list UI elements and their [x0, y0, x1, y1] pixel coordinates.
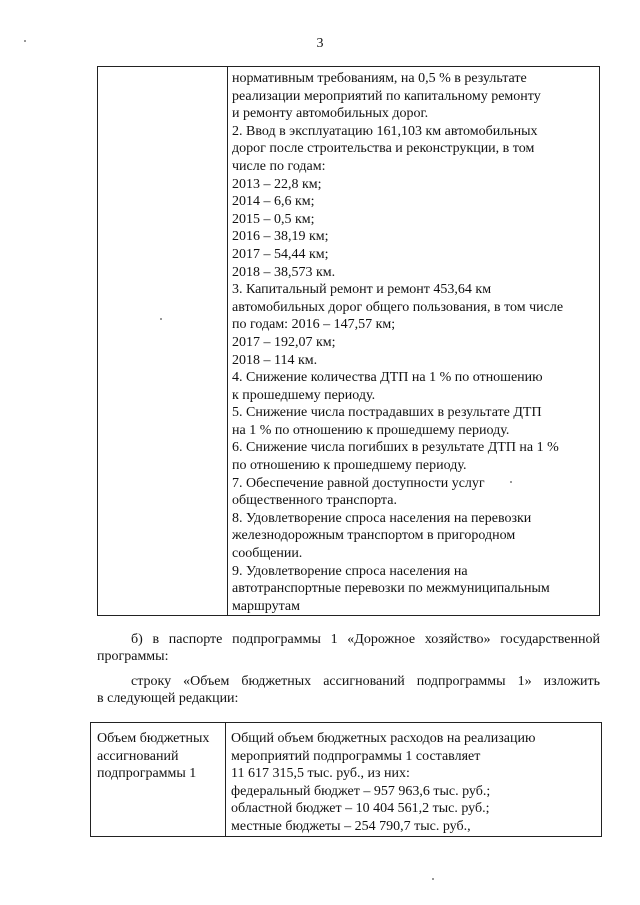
budget-label-line: подпрограммы 1 [97, 766, 197, 782]
table-line: 4. Снижение количества ДТП на 1 % по отношению [232, 370, 543, 386]
table-line: общественного транспорта. [232, 493, 397, 509]
table-line: автотранспортные перевозки по межмуниципальным [232, 581, 550, 597]
table-line: 6. Снижение числа погибших в результате ДТП на 1 % [232, 440, 559, 456]
table-line: по отношению к прошедшему периоду. [232, 458, 467, 474]
continuation-table [97, 66, 600, 616]
expected-results-cell [232, 70, 595, 615]
table-line: 2017 – 192,07 км; [232, 334, 336, 350]
table-column-divider [225, 723, 226, 836]
budget-value-line: мероприятий подпрограммы 1 составляет [231, 748, 481, 764]
paragraph-b-line-1: б) в паспорте подпрограммы 1 «Дорожное хозяйство» государственной [131, 632, 600, 647]
table-line: автомобильных дорог общего пользования, в том числе [232, 299, 564, 315]
table-line: 9. Удовлетворение спроса населения на [232, 563, 468, 579]
table-line: 3. Капитальный ремонт и ремонт 453,64 км [232, 282, 492, 298]
budget-table-value-cell [231, 730, 597, 836]
table-line: маршрутам [232, 598, 300, 614]
table-line: 2018 – 114 км. [232, 352, 318, 368]
paragraph-c [97, 673, 600, 707]
paragraph-b [97, 631, 600, 665]
table-line: 2015 – 0,5 км; [232, 211, 315, 227]
budget-value-line: 11 617 315,5 тыс. руб., из них: [231, 766, 410, 782]
budget-table-label-cell [97, 730, 223, 783]
table-line: на 1 % по отношению к прошедшему периоду. [232, 422, 510, 438]
paragraph-b-line-2: программы: [97, 649, 169, 664]
table-line: нормативным требованиям, на 0,5 % в результате [232, 71, 527, 86]
budget-value-line: областной бюджет – 10 404 561,2 тыс. руб.; [231, 801, 490, 817]
table-line: и ремонту автомобильных дорог. [232, 106, 429, 122]
table-line: 5. Снижение числа пострадавших в результате ДТП [232, 405, 542, 421]
table-line: сообщении. [232, 546, 303, 562]
table-line: к прошедшему периоду. [232, 387, 376, 403]
table-line: 7. Обеспечение равной доступности услуг [232, 475, 485, 491]
table-line: железнодорожным транспортом в пригородном [232, 528, 516, 544]
table-line: дорог после строительства и реконструкции, в том [232, 141, 535, 157]
budget-value-line: Общий объем бюджетных расходов на реализацию [231, 731, 536, 746]
table-line: числе по годам: [232, 158, 326, 174]
paragraph-c-line-2: в следующей редакции: [97, 691, 239, 706]
table-line: 2013 – 22,8 км; [232, 176, 322, 192]
budget-table [90, 722, 602, 837]
table-line: реализации мероприятий по капитальному ремонту [232, 88, 541, 104]
table-line: 2017 – 54,44 км; [232, 246, 329, 262]
table-column-divider [227, 67, 228, 615]
table-line: 2018 – 38,573 км. [232, 264, 336, 280]
table-line: по годам: 2016 – 147,57 км; [232, 317, 396, 333]
table-line: 8. Удовлетворение спроса населения на перевозки [232, 510, 532, 526]
table-line: 2016 – 38,19 км; [232, 229, 329, 245]
budget-value-line: федеральный бюджет – 957 963,6 тыс. руб.; [231, 783, 491, 799]
scan-speck [24, 40, 26, 42]
budget-label-line: ассигнований [97, 748, 179, 764]
table-line: 2014 – 6,6 км; [232, 194, 315, 210]
paragraph-c-line-1: строку «Объем бюджетных ассигнований подпрограммы 1» изложить [131, 674, 600, 689]
page-number: 3 [316, 36, 324, 51]
scan-speck [432, 878, 434, 880]
budget-value-line: местные бюджеты – 254 790,7 тыс. руб., [231, 818, 471, 834]
budget-label-line: Объем бюджетных [97, 731, 210, 746]
table-line: 2. Ввод в эксплуатацию 161,103 км автомобильных [232, 123, 538, 139]
